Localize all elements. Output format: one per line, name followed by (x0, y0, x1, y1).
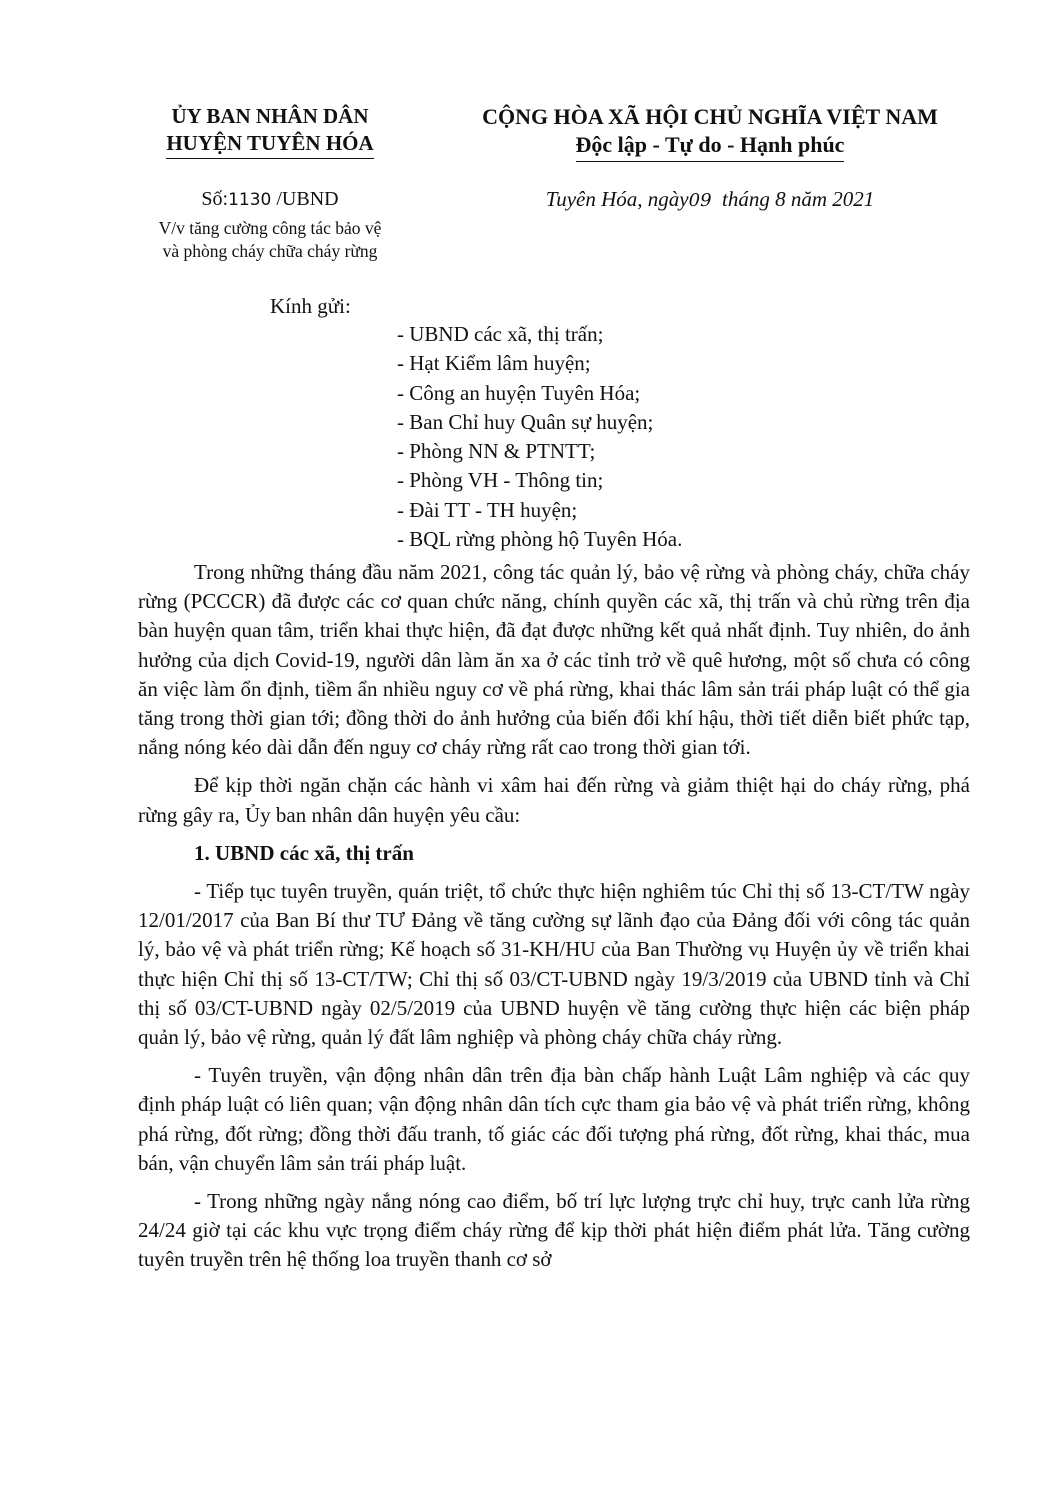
national-motto: Độc lập - Tự do - Hạnh phúc (576, 131, 845, 162)
document-date (440, 186, 980, 214)
salutation: Kính gửi: (270, 294, 351, 318)
body-paragraph: - Trong những ngày nắng nóng cao điểm, bố trí lực lượng trực chỉ huy, trực canh lửa rừng 24/24 giờ tại các khu vực trọng điểm cháy rừng để kịp thời phát hiện điểm phát lửa. Tăng cường tuyên truyền trên hệ thống loa truyền thanh cơ sở (138, 1189, 970, 1272)
issuer-line-1: ỦY BAN NHÂN DÂN (171, 104, 369, 128)
recipient-list (397, 320, 682, 554)
document-subject (110, 217, 430, 263)
document-number (110, 186, 430, 213)
recipient-item: - UBND các xã, thị trấn; (397, 322, 604, 346)
recipient-item: - BQL rừng phòng hộ Tuyên Hóa. (397, 527, 683, 552)
document-body (138, 558, 970, 1284)
subject-line-1: V/v tăng cường công tác bảo vệ (158, 218, 382, 238)
body-paragraph: Trong những tháng đầu năm 2021, công tác quản lý, bảo vệ rừng và phòng cháy, chữa cháy rừng (PCCCR) đã được các cơ quan chức năng, chính quyền các xã, thị trấn và chủ rừng trên địa bàn huyện quan tâm, triển khai thực hiện, đã đạt được những kết quả nhất định. Tuy nhiên, do ảnh hưởng của dịch Covid-19, người dân làm ăn xa ở các tỉnh trở về quê hương, một số chưa có công ăn việc làm ổn định, tiềm ẩn nhiều nguy cơ về phá rừng, khai thác lâm sản trái pháp luật có thể gia tăng trong thời gian tới; đồng thời do ảnh hưởng của biến đổi khí hậu, thời tiết diễn biết phức tạp, nắng nóng kéo dài dẫn đến nguy cơ cháy rừng rất cao trong thời gian tới. (138, 560, 970, 760)
body-paragraph: Để kịp thời ngăn chặn các hành vi xâm hai đến rừng và giảm thiệt hại do cháy rừng, phá rừng gây ra, Ủy ban nhân dân huyện yêu cầu: (138, 773, 970, 827)
document-number-value: 1130 (228, 190, 272, 210)
issuer-line-2: HUYỆN TUYÊN HÓA (166, 130, 373, 159)
recipient-item: - Đài TT - TH huyện; (397, 497, 578, 522)
recipient-item: - Ban Chỉ huy Quân sự huyện; (397, 409, 654, 434)
recipient-item: - Hạt Kiểm lâm huyện; (397, 351, 591, 376)
date-suffix: tháng 8 năm 2021 (722, 187, 875, 211)
recipient-item: - Công an huyện Tuyên Hóa; (397, 380, 641, 405)
national-header (440, 103, 980, 162)
document-number-prefix: Số: (201, 188, 229, 210)
issuer-header (110, 103, 430, 159)
body-paragraph: - Tiếp tục tuyên truyền, quán triệt, tổ chức thực hiện nghiêm túc Chỉ thị số 13-CT/TW ngày 12/01/2017 của Ban Bí thư TƯ Đảng về tăng cường sự lãnh đạo của Đảng đối với công tác quản lý, bảo vệ và phát triển rừng; Kế hoạch số 31-KH/HU của Ban Thường vụ Huyện ủy về triển khai thực hiện Chỉ thị số 13-CT/TW; Chỉ thị số 03/CT-UBND ngày 19/3/2019 của UBND tỉnh và Chỉ thị số 03/CT-UBND ngày 02/5/2019 của UBND huyện về tăng cường thực hiện các biện pháp quản lý, bảo vệ rừng, quản lý đất lâm nghiệp và phòng cháy chữa cháy rừng. (138, 879, 970, 1050)
document-number-suffix: /UBND (276, 188, 339, 210)
recipient-item: - Phòng VH - Thông tin; (397, 468, 604, 493)
date-prefix: Tuyên Hóa, ngày (545, 187, 689, 211)
section-heading: 1. UBND các xã, thị trấn (194, 840, 414, 865)
recipient-item: - Phòng NN & PTNTT; (397, 439, 596, 464)
subject-line-2: và phòng cháy chữa cháy rừng (162, 241, 378, 261)
body-paragraph: - Tuyên truyền, vận động nhân dân trên địa bàn chấp hành Luật Lâm nghiệp và các quy định pháp luật có liên quan; vận động nhân dân tích cực tham gia bảo vệ và phát triển rừng, không phá rừng, đốt rừng; đồng thời đấu tranh, tố giác các đối tượng phá rừng, đốt rừng, khai thác, mua bán, vận chuyển lâm sản trái pháp luật. (138, 1063, 970, 1175)
date-day: 09 (688, 190, 712, 211)
national-title: CỘNG HÒA XÃ HỘI CHỦ NGHĨA VIỆT NAM (482, 104, 938, 129)
